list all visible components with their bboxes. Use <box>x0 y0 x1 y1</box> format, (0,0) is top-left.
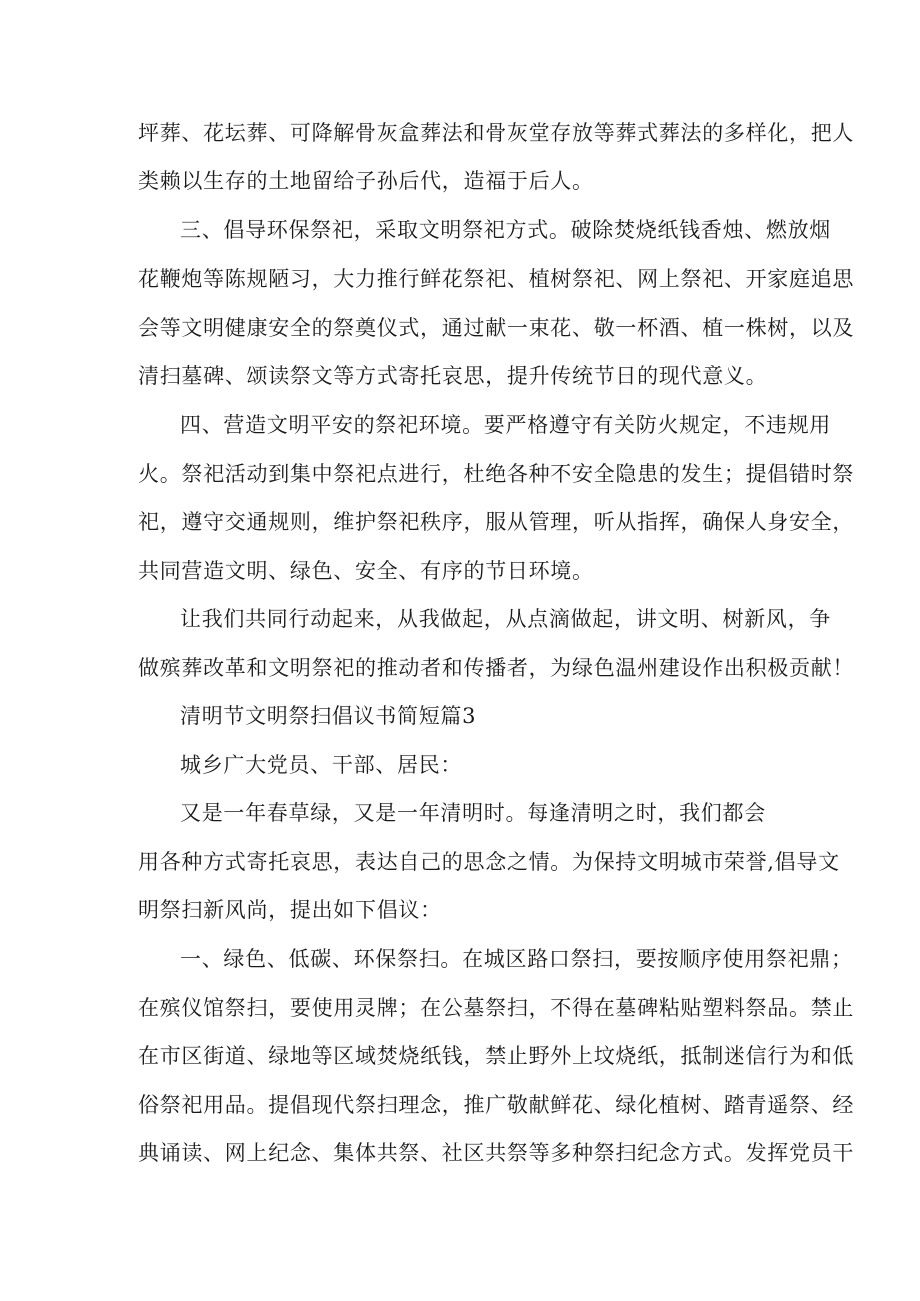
text-line: 俗祭祀用品。提倡现代祭扫理念，推广敬献鲜花、绿化植树、踏青遥祭、经 <box>138 1093 855 1117</box>
text-line: 在殡仪馆祭扫，要使用灵牌；在公墓祭扫，不得在墓碑粘贴塑料祭品。禁止 <box>138 996 855 1020</box>
text-line: 会等文明健康安全的祭奠仪式，通过献一束花、敬一杯酒、植一株树，以及 <box>138 316 855 340</box>
paragraph-heading-4: 四、营造文明平安的祭祀环境。要严格遵守有关防火规定，不违规用 <box>180 413 831 437</box>
paragraph-heading-3: 三、倡导环保祭祀，采取文明祭祀方式。破除焚烧纸钱香烛、燃放烟 <box>180 218 831 242</box>
text-line: 用各种方式寄托哀思，表达自己的思念之情。为保持文明城市荣誉,倡导文 <box>138 850 840 874</box>
text-line: 花鞭炮等陈规陋习，大力推行鲜花祭祀、植树祭祀、网上祭祀、开家庭追思 <box>138 267 855 291</box>
text-line: 类赖以生存的土地留给子孙后代，造福于后人。 <box>138 169 594 193</box>
text-line: 在市区街道、绿地等区域焚烧纸钱，禁止野外上坟烧纸，抵制迷信行为和低 <box>138 1044 855 1068</box>
text-line: 祀，遵守交通规则，维护祭祀秩序，服从管理，听从指挥，确保人身安全， <box>138 510 855 534</box>
text-line: 做殡葬改革和文明祭祀的推动者和传播者，为绿色温州建设作出积极贡献！ <box>138 656 855 680</box>
text-line: 火。祭祀活动到集中祭祀点进行，杜绝各种不安全隐患的发生；提倡错时祭 <box>138 462 855 486</box>
text-line: 又是一年春草绿，又是一年清明时。每逢清明之时，我们都会 <box>180 801 766 825</box>
text-line: 让我们共同行动起来，从我做起，从点滴做起，讲文明、树新风，争 <box>180 607 831 631</box>
section-title: 清明节文明祭扫倡议书简短篇3 <box>180 704 477 728</box>
text-line: 典诵读、网上纪念、集体共祭、社区共祭等多种祭扫纪念方式。发挥党员干 <box>138 1141 855 1165</box>
text-line: 清扫墓碑、颂读祭文等方式寄托哀思，提升传统节日的现代意义。 <box>138 364 768 388</box>
paragraph-heading-1: 一、绿色、低碳、环保祭扫。在城区路口祭扫，要按顺序使用祭祀鼎； <box>180 947 853 971</box>
text-line: 坪葬、花坛葬、可降解骨灰盒葬法和骨灰堂存放等葬式葬法的多样化，把人 <box>138 121 855 145</box>
text-line: 明祭扫新风尚，提出如下倡议： <box>138 898 442 922</box>
salutation: 城乡广大党员、干部、居民： <box>180 753 463 777</box>
text-line: 共同营造文明、绿色、安全、有序的节日环境。 <box>138 559 594 583</box>
